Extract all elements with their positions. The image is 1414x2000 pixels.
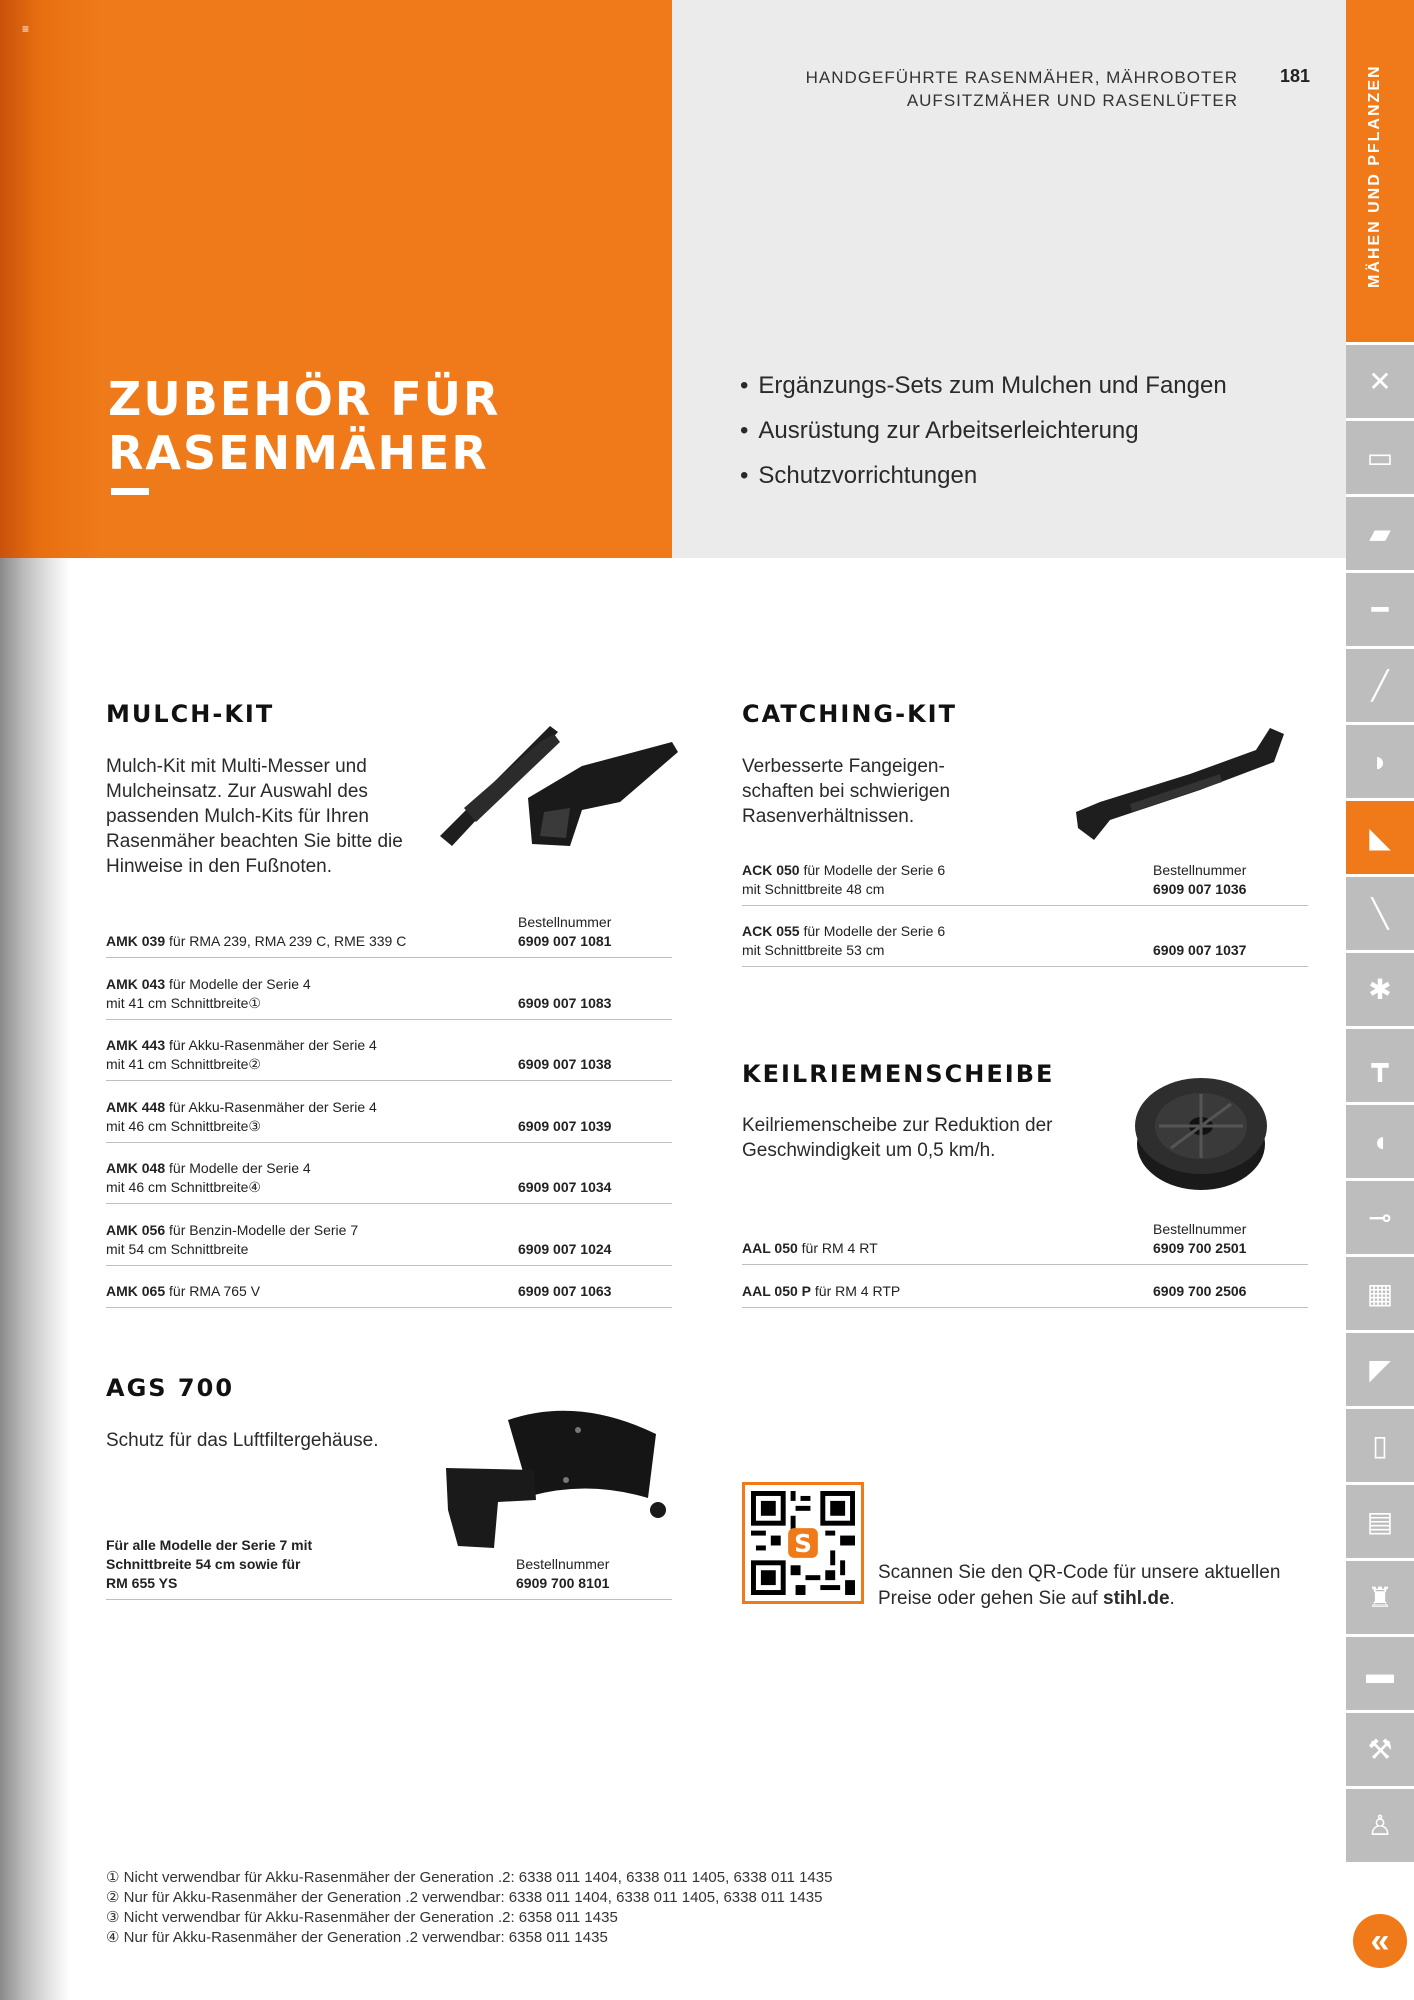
product-desc: für RM 4 RT	[797, 1240, 878, 1256]
brushcutter-icon[interactable]: ╲	[1346, 877, 1414, 950]
product-desc: mit 41 cm Schnittbreite①	[106, 995, 261, 1011]
product-desc: für Akku-Rasenmäher der Serie 4	[165, 1099, 377, 1115]
desc-line: Keilriemenscheibe zur Reduktion der	[742, 1115, 1053, 1136]
running-head	[806, 66, 1238, 112]
qr-badge-letter: S	[794, 1528, 812, 1558]
menu-icon[interactable]: ≡	[22, 22, 30, 36]
order-number-label: Bestellnummer	[516, 1556, 610, 1572]
page-title-line-2: RASENMÄHER	[108, 426, 489, 480]
table-row	[106, 1530, 672, 1600]
footnote: ④ Nur für Akku-Rasenmäher der Generation .2 verwendbar: 6358 011 1435	[106, 1929, 608, 1946]
order-number: 6909 700 2501	[1153, 1240, 1247, 1256]
catching-kit-heading: CATCHING-KIT	[742, 700, 957, 728]
blower-icon[interactable]: ◗	[1346, 725, 1414, 798]
hero-bullet-list	[740, 372, 1227, 507]
pulley-image	[1128, 1070, 1274, 1198]
lawnmower-icon[interactable]: ◣	[1346, 801, 1414, 874]
product-desc: Schnittbreite 54 cm sowie für	[106, 1556, 301, 1572]
qr-caption	[878, 1560, 1280, 1612]
order-number-label: Bestellnummer	[1153, 862, 1247, 878]
ags700-heading: AGS 700	[106, 1374, 235, 1402]
table-row	[742, 906, 1308, 967]
running-head-line-1: HANDGEFÜHRTE RASENMÄHER, MÄHROBOTER	[805, 68, 1238, 87]
product-desc: für Benzin-Modelle der Serie 7	[165, 1222, 359, 1238]
desc-line: Geschwindigkeit um 0,5 km/h.	[742, 1140, 996, 1161]
desc-line: Rasenmäher beachten Sie bitte die	[106, 831, 403, 852]
product-code: ACK 055	[742, 923, 800, 939]
table-row	[106, 1020, 672, 1081]
footnote: ① Nicht verwendbar für Akku-Rasenmäher der Generation .2: 6338 011 1404, 6338 011 1405, 6338 011 1435	[106, 1869, 833, 1886]
order-number: 6909 007 1083	[518, 995, 612, 1011]
table-row	[742, 848, 1308, 906]
product-desc: mit 46 cm Schnittbreite④	[106, 1179, 261, 1195]
product-code: AMK 056	[106, 1222, 166, 1238]
calendar-icon[interactable]: ▤	[1346, 1485, 1414, 1558]
axe-icon[interactable]: ⚒	[1346, 1713, 1414, 1786]
section-tab-label	[1366, 252, 1384, 288]
product-desc: für Modelle der Serie 6	[799, 862, 946, 878]
ags700-description: Schutz für das Luftfiltergehäuse.	[106, 1430, 379, 1451]
hero-bullet: • Schutzvorrichtungen	[740, 462, 1227, 507]
generator-icon[interactable]: ▦	[1346, 1257, 1414, 1330]
product-code: AMK 448	[106, 1099, 166, 1115]
product-desc: mit 41 cm Schnittbreite②	[106, 1056, 261, 1072]
product-desc: für Akku-Rasenmäher der Serie 4	[165, 1037, 377, 1053]
order-number: 6909 700 2506	[1153, 1283, 1247, 1299]
page-title	[108, 372, 500, 480]
order-number: 6909 007 1081	[518, 933, 612, 949]
product-desc: für RMA 765 V	[165, 1283, 261, 1299]
running-head-line-2: AUFSITZMÄHER UND RASENLÜFTER	[906, 91, 1238, 110]
tiller-icon[interactable]: ✱	[1346, 953, 1414, 1026]
order-number: 6909 007 1034	[518, 1179, 612, 1195]
qr-code-pattern	[751, 1491, 855, 1595]
product-code: AMK 039	[106, 933, 166, 949]
side-nav	[1346, 345, 1414, 1865]
product-desc: mit 46 cm Schnittbreite③	[106, 1118, 261, 1134]
catching-kit-image	[1070, 716, 1292, 846]
mulch-kit-description	[106, 754, 403, 879]
footnote: ② Nur für Akku-Rasenmäher der Generation .2 verwendbar: 6338 011 1404, 6338 011 1405, 6338 011 1435	[106, 1889, 823, 1906]
back-button[interactable]: «	[1353, 1914, 1407, 1968]
qr-code[interactable]	[742, 1482, 864, 1604]
product-desc: RM 655 YS	[106, 1575, 178, 1591]
robot-mower-icon[interactable]: ◤	[1346, 1333, 1414, 1406]
mulch-kit-heading: MULCH-KIT	[106, 700, 275, 728]
table-row	[106, 1143, 672, 1204]
footnote: ③ Nicht verwendbar für Akku-Rasenmäher der Generation .2: 6358 011 1435	[106, 1909, 618, 1926]
table-row	[742, 1222, 1308, 1265]
product-desc: mit 54 cm Schnittbreite	[106, 1241, 249, 1257]
table-row	[106, 958, 672, 1020]
jacket-icon[interactable]: ♜	[1346, 1561, 1414, 1634]
product-desc: mit Schnittbreite 53 cm	[742, 942, 885, 958]
smartphone-icon[interactable]: ▯	[1346, 1409, 1414, 1482]
order-number: 6909 007 1063	[518, 1283, 612, 1299]
spray-bottle-icon[interactable]: ♙	[1346, 1789, 1414, 1862]
product-code: ACK 050	[742, 862, 800, 878]
table-row	[106, 1266, 672, 1308]
desc-line: Verbesserte Fangeigen-	[742, 756, 945, 777]
toolbox-icon[interactable]: ▬	[1346, 1637, 1414, 1710]
page-title-line-1: ZUBEHÖR FÜR	[108, 372, 501, 426]
table-row	[106, 1081, 672, 1143]
product-code: AMK 065	[106, 1283, 166, 1299]
auger-icon[interactable]: ┳	[1346, 1029, 1414, 1102]
table-row	[742, 1265, 1308, 1308]
qr-caption-line: Scannen Sie den QR-Code für unsere aktuellen	[878, 1562, 1281, 1583]
keilriemenscheibe-heading: KEILRIEMENSCHEIBE	[742, 1060, 1055, 1088]
desc-line: Hinweise in den Fußnoten.	[106, 856, 333, 877]
order-number: 6909 007 1024	[518, 1241, 612, 1257]
mulch-kit-image	[432, 712, 686, 852]
order-number: 6909 007 1038	[518, 1056, 612, 1072]
page-number: 181	[1280, 66, 1311, 86]
desc-line: Mulch-Kit mit Multi-Messer und	[106, 756, 367, 777]
website-link[interactable]: stihl.de	[1103, 1588, 1170, 1609]
product-desc: für RM 4 RTP	[811, 1283, 901, 1299]
battery-icon[interactable]: ▭	[1346, 421, 1414, 494]
qr-caption-punct: .	[1169, 1588, 1175, 1609]
desc-line: Rasenverhältnissen.	[742, 806, 915, 827]
pressure-washer-icon[interactable]: ◖	[1346, 1105, 1414, 1178]
order-number: 6909 007 1036	[1153, 881, 1247, 897]
product-desc: mit Schnittbreite 48 cm	[742, 881, 885, 897]
order-number: 6909 007 1039	[518, 1118, 612, 1134]
product-code: AMK 043	[106, 976, 166, 992]
vacuum-icon[interactable]: ⊸	[1346, 1181, 1414, 1254]
product-desc: für RMA 239, RMA 239 C, RME 339 C	[165, 933, 407, 949]
product-code: AAL 050	[742, 1240, 798, 1256]
catching-kit-description	[742, 754, 950, 829]
product-desc: für Modelle der Serie 4	[165, 1160, 311, 1176]
title-underline	[111, 488, 149, 495]
table-row	[106, 910, 672, 958]
footnotes	[106, 1868, 832, 1948]
order-number-label: Bestellnummer	[518, 914, 612, 930]
product-desc: für Modelle der Serie 6	[799, 923, 946, 939]
desc-line: schaften bei schwierigen	[742, 781, 951, 802]
tools-icon[interactable]: ✕	[1346, 345, 1414, 418]
hero-bullet: • Ergänzungs-Sets zum Mulchen und Fangen	[740, 372, 1227, 417]
order-number: 6909 700 8101	[516, 1575, 610, 1591]
desc-line: passenden Mulch-Kits für Ihren	[106, 806, 369, 827]
order-number: 6909 007 1037	[1153, 942, 1247, 958]
pole-saw-icon[interactable]: ━	[1346, 573, 1414, 646]
hero-bullet: • Ausrüstung zur Arbeitserleichterung	[740, 417, 1227, 462]
desc-line: Mulcheinsatz. Zur Auswahl des	[106, 781, 368, 802]
table-row	[106, 1204, 672, 1266]
product-code: AMK 048	[106, 1160, 166, 1176]
product-desc: Für alle Modelle der Serie 7 mit	[106, 1537, 313, 1553]
chainsaw-icon[interactable]: ▰	[1346, 497, 1414, 570]
product-code: AMK 443	[106, 1037, 166, 1053]
keilriemenscheibe-description	[742, 1113, 1053, 1163]
order-number-label: Bestellnummer	[1153, 1221, 1247, 1237]
product-code: AAL 050 P	[742, 1283, 811, 1299]
trimmer-icon[interactable]: ╱	[1346, 649, 1414, 722]
product-desc: für Modelle der Serie 4	[165, 976, 311, 992]
qr-caption-line: Preise oder gehen Sie auf	[878, 1588, 1103, 1609]
